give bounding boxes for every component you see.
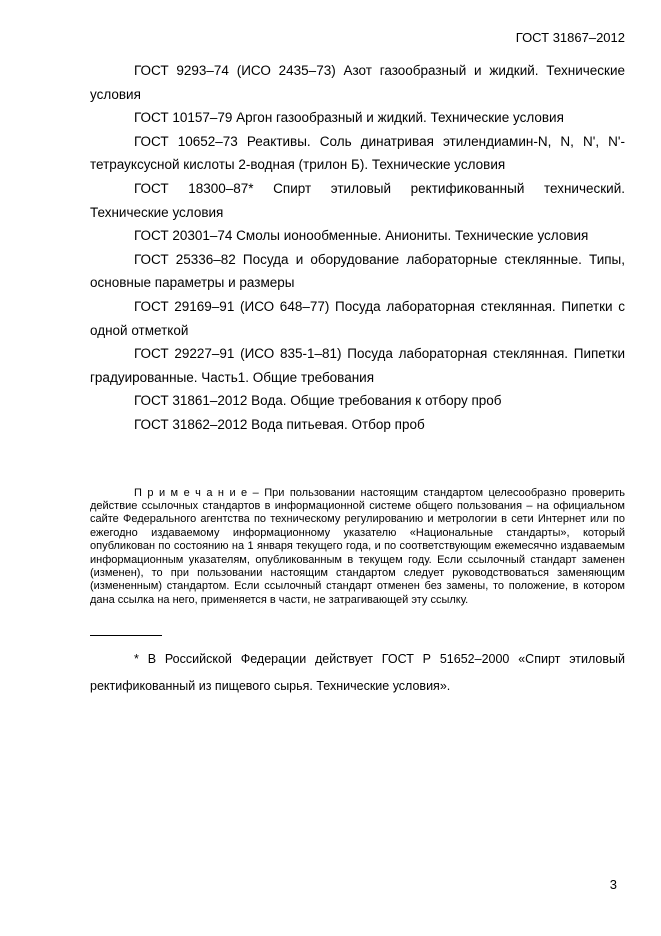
note-paragraph: П р и м е ч а н и е – При пользовании настоящим стандартом целесообразно проверить действие ссылочных стандартов в информационной системе общего пользования – на официальном сайте Федерального агентства по техническому регулированию и метрологии в сети Интернет или по ежегодно издаваемому информационному указателю «Национальные стандарты», который опубликован по состоянию на 1 января текущего года, и по соответствующим ежемесячно издаваемым информационным указателям, опубликованным в текущем году. Если ссылочный стандарт заменен (изменен), то при пользовании настоящим стандартом следует руководствоваться заменяющим (измененным) стандартом. Если ссылочный стандарт отменен без замены, то положение, в котором дана ссылка на него, применяется в части, не затрагивающей эту ссылку. <box>90 486 625 606</box>
reference-item: ГОСТ 10157–79 Аргон газообразный и жидкий. Технические условия <box>134 110 564 126</box>
reference-item: ГОСТ 29169–91 (ИСО 648–77) Посуда лабораторная стеклянная. Пипетки с одной отметкой <box>90 298 625 338</box>
reference-item: ГОСТ 20301–74 Смолы ионообменные. Аниониты. Технические условия <box>134 228 589 244</box>
reference-item: ГОСТ 18300–87* Спирт этиловый ректификованный технический. Технические условия <box>90 180 625 220</box>
reference-item: ГОСТ 10652–73 Реактивы. Соль динатривая этилендиамин-N, N, N', N'-тетрауксусной кислоты 2-водная (трилон Б). Технические условия <box>90 133 625 173</box>
reference-item: ГОСТ 25336–82 Посуда и оборудование лабораторные стеклянные. Типы, основные параметры и размеры <box>90 251 625 291</box>
document-header-code: ГОСТ 31867–2012 <box>515 30 625 45</box>
footnote-divider <box>90 635 162 636</box>
page-number: 3 <box>609 877 617 892</box>
footnote-text: * В Российской Федерации действует ГОСТ Р 51652–2000 «Спирт этиловый ректификованный из пищевого сырья. Технические условия». <box>90 652 625 694</box>
reference-item: ГОСТ 9293–74 (ИСО 2435–73) Азот газообразный и жидкий. Технические условия <box>90 63 625 102</box>
reference-item: ГОСТ 31861–2012 Вода. Общие требования к отбору проб <box>134 393 502 409</box>
references-list <box>90 59 625 437</box>
reference-item: ГОСТ 31862–2012 Вода питьевая. Отбор проб <box>134 416 425 432</box>
reference-item: ГОСТ 29227–91 (ИСО 835-1–81) Посуда лабораторная стеклянная. Пипетки градуированные. Часть1. Общие требования <box>90 346 625 385</box>
